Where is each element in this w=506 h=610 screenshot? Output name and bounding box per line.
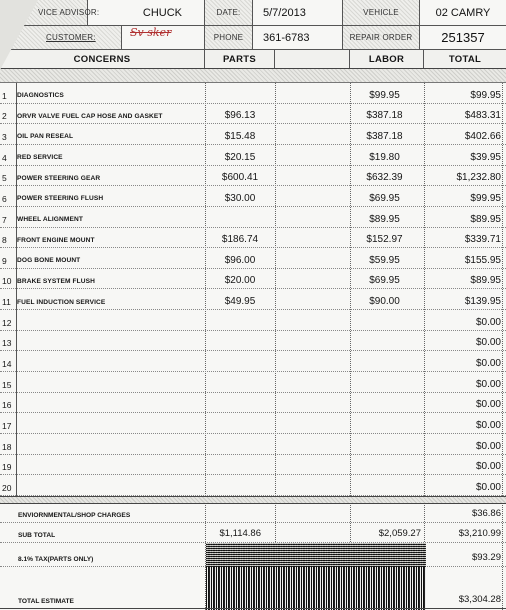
- repair-order-label-cell: [343, 26, 420, 50]
- table-row: [0, 351, 506, 372]
- col-parts: [205, 50, 275, 68]
- subtotal-total: $3,210.99: [458, 528, 501, 539]
- date-label: DATE:: [216, 8, 241, 17]
- env-charges-row: [0, 504, 506, 523]
- row-number: 6: [2, 193, 7, 204]
- table-row: [0, 475, 506, 496]
- concerns-header: CONCERNS: [73, 53, 131, 65]
- row-description: RED SERVICE: [17, 154, 63, 162]
- subtotal-labor: $2,059.27: [378, 528, 421, 539]
- row-description: DOG BONE MOUNT: [17, 257, 81, 265]
- phone-label-cell: [205, 26, 253, 50]
- row-labor: $59.95: [369, 254, 400, 266]
- table-row: [0, 124, 506, 145]
- tax-total: $93.29: [471, 552, 501, 563]
- row-parts: $600.41: [221, 172, 259, 184]
- parts-header: PARTS: [223, 53, 256, 65]
- row-labor: $99.95: [369, 89, 400, 101]
- advisor-value-cell: [88, 0, 205, 26]
- row-labor: $89.95: [369, 213, 400, 225]
- table-row: [0, 186, 506, 207]
- phone-value-cell: [253, 26, 343, 50]
- row-labor: $90.00: [369, 296, 400, 308]
- row-labor: $19.80: [369, 151, 400, 163]
- row-parts: $49.95: [224, 296, 256, 308]
- row-description: POWER STEERING GEAR: [17, 174, 101, 182]
- subtotal-label: SUB TOTAL: [18, 532, 56, 539]
- row-labor: $387.18: [366, 130, 403, 142]
- phone-value: 361-6783: [263, 31, 310, 44]
- table-row: [0, 248, 506, 269]
- row-number: 19: [2, 462, 12, 473]
- labor-header: LABOR: [368, 53, 405, 65]
- row-number: 10: [2, 276, 12, 287]
- customer-label: CUSTOMER:: [46, 33, 96, 42]
- table-row: [0, 310, 506, 331]
- table-row: [0, 166, 506, 187]
- row-number: 8: [2, 235, 7, 246]
- row-labor: $69.95: [369, 275, 400, 287]
- repair-order-label: REPAIR ORDER: [349, 33, 413, 42]
- row-total: $0.00: [475, 337, 501, 349]
- date-value-cell: [253, 0, 343, 26]
- table-row: [0, 83, 506, 104]
- row-number: 11: [2, 297, 11, 308]
- row-number: 13: [2, 338, 12, 349]
- row-total: $0.00: [475, 358, 501, 370]
- vehicle-label-cell: [343, 0, 420, 26]
- row-labor: $387.18: [366, 110, 403, 122]
- row-number: 17: [2, 421, 12, 432]
- table-row: [0, 331, 506, 352]
- column-headers: [0, 50, 506, 69]
- row-total: $39.95: [470, 151, 501, 163]
- row-total: $0.00: [475, 481, 501, 493]
- row-description: BRAKE SYSTEM FLUSH: [17, 277, 95, 285]
- table-row: [0, 393, 506, 414]
- row-parts: $96.13: [224, 110, 256, 122]
- header-row-customer: [0, 26, 506, 50]
- customer-signature: Sv sker: [130, 26, 172, 39]
- vehicle-value-cell: [420, 0, 506, 26]
- subtotal-row: [0, 523, 506, 543]
- table-row: [0, 207, 506, 228]
- row-total: $339.71: [464, 234, 501, 246]
- date-label-cell: [205, 0, 253, 26]
- row-total: $0.00: [475, 420, 501, 432]
- row-number: 15: [2, 379, 12, 390]
- total-estimate-label: TOTAL ESTIMATE: [18, 598, 74, 605]
- advisor-value: CHUCK: [142, 6, 182, 19]
- row-labor: $152.97: [366, 234, 403, 246]
- col-blank: [275, 50, 350, 68]
- table-row: [0, 290, 506, 311]
- row-parts: $30.00: [224, 192, 256, 204]
- vehicle-label: VEHICLE: [363, 8, 399, 17]
- table-row: [0, 145, 506, 166]
- row-number: 16: [2, 400, 12, 411]
- row-number: 18: [2, 441, 12, 452]
- shaded-block-overlay: [206, 543, 426, 567]
- row-number: 12: [2, 317, 12, 328]
- row-labor: $632.39: [366, 172, 403, 184]
- row-total: $89.95: [470, 213, 501, 225]
- table-row: [0, 413, 506, 434]
- row-description: WHEEL ALIGNMENT: [17, 216, 83, 224]
- header-band: [0, 69, 506, 83]
- vehicle-value: 02 CAMRY: [435, 6, 491, 19]
- row-number: 2: [2, 111, 7, 122]
- row-parts: $20.15: [224, 151, 256, 163]
- row-total: $99.95: [470, 89, 501, 101]
- advisor-label: VICE ADVISOR:: [38, 8, 100, 17]
- row-description: OIL PAN RESEAL: [17, 133, 74, 141]
- row-total: $89.95: [470, 275, 501, 287]
- env-charges-label: ENVIORNMENTAL/SHOP CHARGES: [18, 512, 131, 519]
- row-description: FUEL INDUCTION SERVICE: [17, 298, 106, 306]
- header-row-advisor: [0, 0, 506, 26]
- table-row: [0, 455, 506, 476]
- repair-order-value-cell: [420, 26, 506, 50]
- total-header: TOTAL: [448, 53, 482, 65]
- row-parts: $96.00: [224, 254, 256, 266]
- table-row: [0, 372, 506, 393]
- row-total: $0.00: [475, 399, 501, 411]
- row-total: $0.00: [475, 461, 501, 473]
- table-row: [0, 434, 506, 455]
- row-description: ORVR VALVE FUEL CAP HOSE AND GASKET: [17, 112, 163, 120]
- row-number: 3: [2, 131, 7, 142]
- tax-label: 8.1% TAX(PARTS ONLY): [18, 556, 94, 563]
- row-total: $1,232.80: [456, 172, 501, 184]
- row-number: 7: [2, 214, 7, 225]
- phone-label: PHONE: [213, 33, 244, 42]
- row-number: 20: [2, 482, 12, 493]
- env-charges-total: $36.86: [471, 508, 501, 519]
- repair-order-value: 251357: [441, 30, 485, 45]
- table-row: [0, 269, 506, 290]
- summary-separator: [0, 496, 506, 504]
- row-number: 1: [2, 90, 7, 101]
- table-row: [0, 104, 506, 125]
- customer-value-cell: [122, 26, 205, 50]
- row-total: $139.95: [464, 296, 501, 308]
- row-total: $483.31: [464, 110, 501, 122]
- row-total: $0.00: [475, 316, 501, 328]
- row-number: 9: [2, 255, 7, 266]
- row-total: $0.00: [475, 440, 501, 452]
- row-description: DIAGNOSTICS: [17, 92, 64, 100]
- row-description: POWER STEERING FLUSH: [17, 195, 104, 203]
- row-total: $155.95: [464, 254, 501, 266]
- page-curl: [0, 0, 38, 70]
- row-total: $99.95: [470, 192, 501, 204]
- total-estimate-value: $3,304.28: [458, 594, 501, 605]
- row-total: $402.66: [464, 130, 501, 142]
- row-labor: $69.95: [369, 192, 400, 204]
- row-total: $0.00: [475, 378, 501, 390]
- row-parts: $186.74: [221, 234, 259, 246]
- table-row: [0, 228, 506, 249]
- row-number: 5: [2, 173, 7, 184]
- subtotal-parts: $1,114.86: [219, 528, 261, 539]
- row-description: FRONT ENGINE MOUNT: [17, 236, 95, 244]
- row-parts: $20.00: [224, 275, 256, 287]
- row-parts: $15.48: [224, 130, 256, 142]
- date-value: 5/7/2013: [263, 6, 306, 19]
- row-number: 4: [2, 152, 7, 163]
- row-number: 14: [2, 359, 12, 370]
- col-total: [424, 50, 506, 68]
- total-estimate-row: [0, 587, 506, 609]
- col-labor: [350, 50, 424, 68]
